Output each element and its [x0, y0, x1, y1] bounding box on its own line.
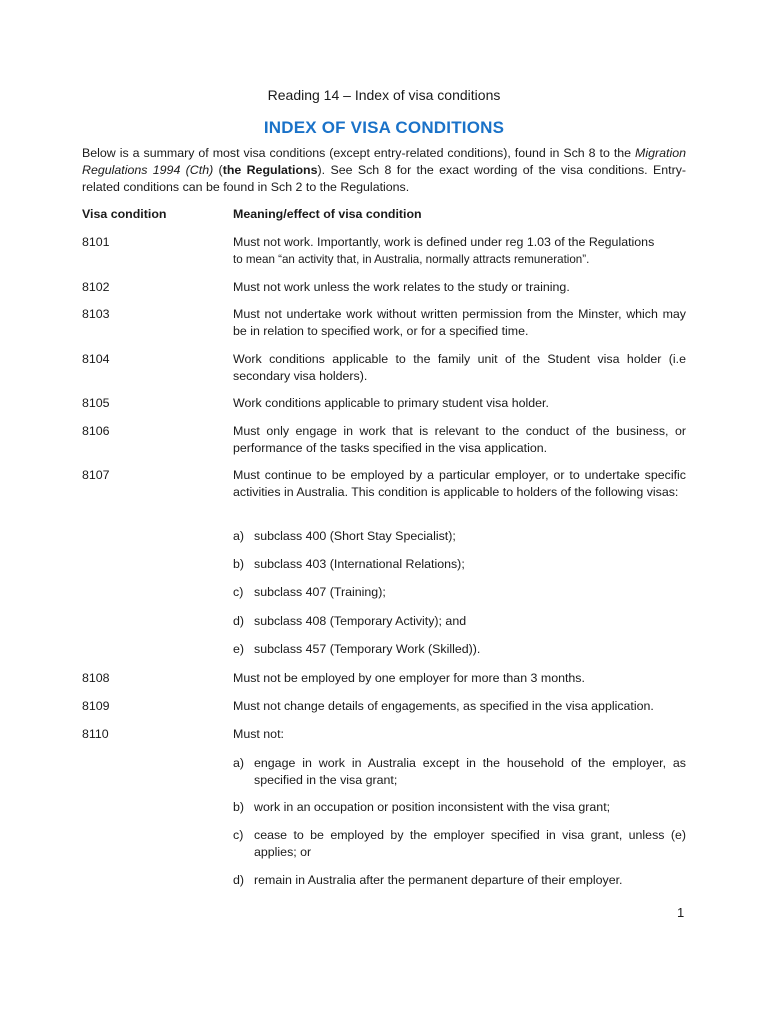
condition-code: 8107 — [82, 468, 110, 482]
condition-code: 8102 — [82, 280, 110, 294]
list-item-label: d) — [233, 873, 245, 887]
condition-code: 8109 — [82, 699, 110, 713]
condition-text: Must continue to be employed by a particular employer, or to undertake specific activities in Australia. This condition is applicable to holders of the following visas: — [233, 468, 686, 499]
list-item-text: subclass 408 (Temporary Activity); and — [254, 614, 467, 628]
page-number: 1 — [677, 905, 685, 920]
condition-text-line-2: to mean “an activity that, in Australia, normally attracts remuneration”. — [233, 253, 590, 266]
condition-code: 8110 — [82, 727, 109, 741]
list-item — [233, 613, 686, 630]
condition-text — [233, 234, 686, 268]
list-item — [233, 556, 686, 573]
condition-text: Work conditions applicable to primary student visa holder. — [233, 396, 549, 410]
list-item-label: e) — [233, 642, 245, 656]
list-item — [233, 799, 686, 816]
list-item-text: remain in Australia after the permanent departure of their employer. — [254, 873, 623, 887]
condition-text: Must not be employed by one employer for more than 3 months. — [233, 671, 585, 685]
condition-text: Must only engage in work that is relevant to the conduct of the business, or performance of the tasks specified in the visa application. — [233, 424, 686, 455]
list-item-label: a) — [233, 529, 245, 543]
condition-text-line-1: Must not work. Importantly, work is defined under reg 1.03 of the Regulations — [233, 235, 655, 249]
list-item-label: a) — [233, 756, 245, 770]
list-item — [233, 755, 686, 789]
list-item — [233, 827, 686, 861]
list-item-label: b) — [233, 557, 245, 571]
intro-paragraph — [82, 145, 686, 196]
list-item-text: subclass 400 (Short Stay Specialist); — [254, 529, 456, 543]
list-item-label: b) — [233, 800, 245, 814]
list-item-text: subclass 457 (Temporary Work (Skilled)). — [254, 642, 481, 656]
list-item-label: c) — [233, 828, 244, 842]
column-header-meaning: Meaning/effect of visa condition — [233, 207, 422, 221]
regulation-name: Migration Regulations 1994 (Cth) — [82, 146, 686, 177]
list-item-label: c) — [233, 585, 244, 599]
list-item-text: cease to be employed by the employer specified in visa grant, unless (e) applies; or — [254, 828, 686, 859]
condition-text: Must not: — [233, 727, 284, 741]
condition-code: 8106 — [82, 424, 110, 438]
condition-code: 8103 — [82, 307, 110, 321]
condition-text: Work conditions applicable to the family unit of the Student visa holder (i.e secondary visa holders). — [233, 352, 686, 383]
condition-code: 8105 — [82, 396, 110, 410]
intro-text-1: Below is a summary of most visa conditions (except entry-related conditions), found in Sch 8 to the — [82, 146, 636, 160]
list-item — [233, 584, 686, 601]
reading-title: Reading 14 – Index of visa conditions — [267, 87, 501, 103]
condition-code: 8104 — [82, 352, 110, 366]
list-item-text: work in an occupation or position inconsistent with the visa grant; — [254, 800, 611, 814]
list-item — [233, 872, 686, 889]
intro-text-3: ). See Sch 8 for the exact wording of the visa conditions. Entry-related conditions can be found in Sch 2 to the Regulations. — [82, 163, 687, 194]
list-item — [233, 528, 686, 545]
condition-text: Must not work unless the work relates to the study or training. — [233, 280, 570, 294]
list-item-text: subclass 407 (Training); — [254, 585, 386, 599]
intro-text-2: ( — [213, 163, 223, 177]
condition-code: 8108 — [82, 671, 110, 685]
list-item — [233, 641, 686, 658]
list-item-text: subclass 403 (International Relations); — [254, 557, 465, 571]
list-item-label: d) — [233, 614, 245, 628]
condition-text: Must not change details of engagements, as specified in the visa application. — [233, 699, 654, 713]
regulation-short-name: the Regulations — [222, 163, 318, 177]
condition-code: 8101 — [82, 235, 110, 249]
list-item-text: engage in work in Australia except in the household of the employer, as specified in the visa grant; — [254, 756, 686, 787]
condition-text: Must not undertake work without written permission from the Minster, which may be in relation to specified work, or for a specified time. — [233, 307, 686, 338]
column-header-visa-condition: Visa condition — [82, 207, 167, 221]
page-title: INDEX OF VISA CONDITIONS — [263, 118, 505, 137]
